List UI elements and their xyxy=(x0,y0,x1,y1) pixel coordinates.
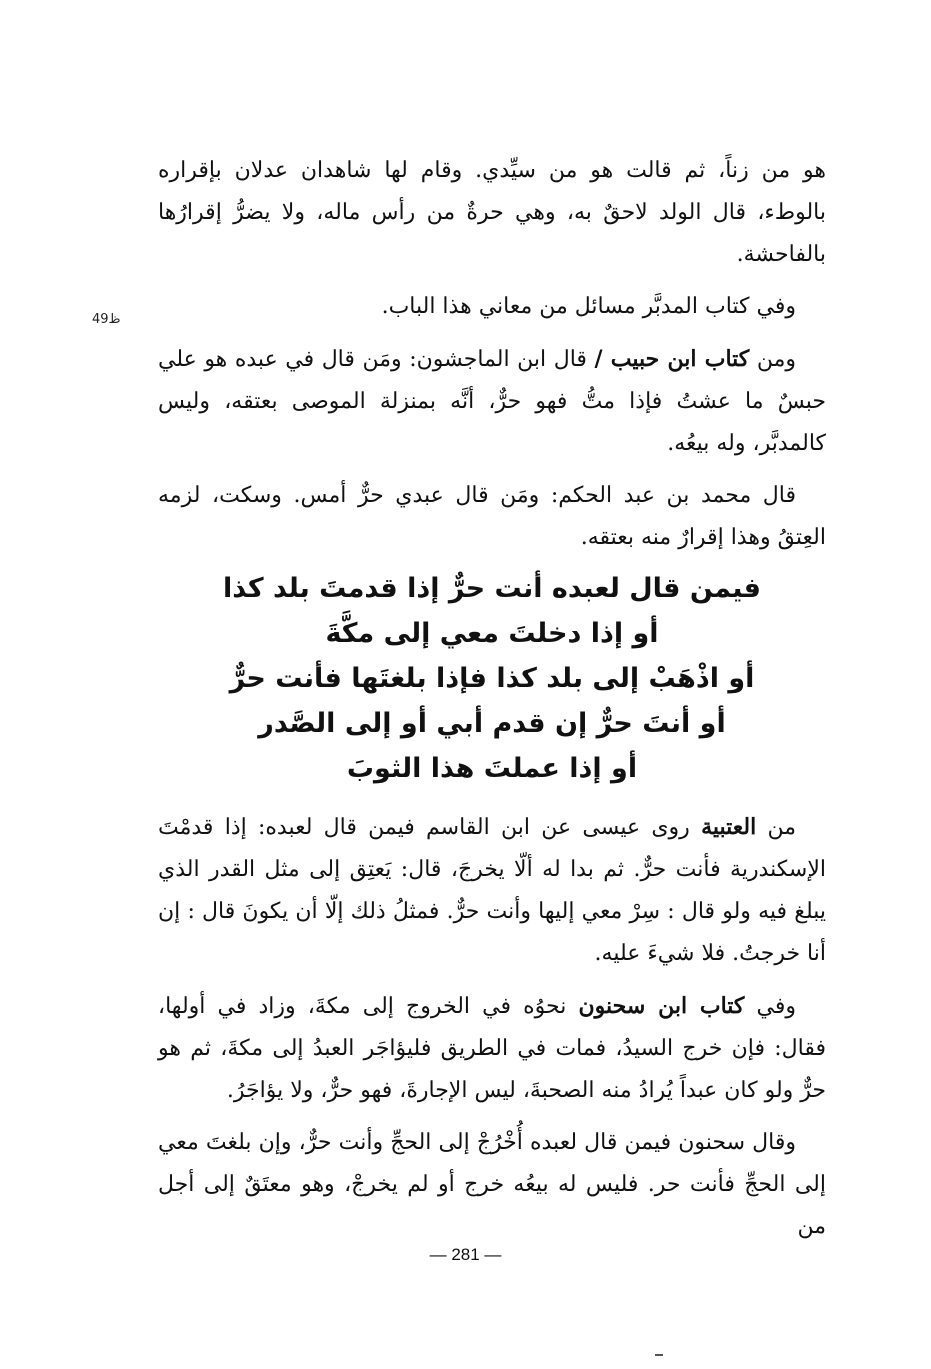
source-title-ibn-sahnun: كتاب ابن سحنون xyxy=(578,993,745,1019)
margin-folio-note: ظ49 xyxy=(92,312,121,327)
paragraph-5-text: روى عيسى عن ابن القاسم فيمن قال لعبده: إذا قدمْتَ الإسكندرية فأنت حرٌّ. ثم بدا له ألّا يخرجَ، قال: يَعتِق إلى مثل القدر الذي يبلغ فيه ولو قال : سِرْ معي إليها وأنت حرٌّ. فمثلُ ذلك إلّا أن يكونَ قال : إن أنا خرجتُ. فلا شيءَ عليه. xyxy=(158,815,826,966)
scan-speck xyxy=(655,1354,663,1356)
heading-line-2: أو إذا دخلتَ معي إلى مكَّةَ xyxy=(325,618,659,649)
paragraph-3-text: قال ابن الماجشون: ومَن قال في عبده هو علي حبسٌ ما عشتُ فإذا متُّ فهو حرٌّ، أنَّه بمنزلة الموصى بعتقه، وليس كالمدبَّر، وله بيعُه. xyxy=(158,347,826,456)
paragraph-4: قال محمد بن عبد الحكم: ومَن قال عبدي حرٌّ أمس. وسكت، لزمه العِتقُ وهذا إقرارٌ منه بعتقه. xyxy=(158,483,826,550)
paragraph-6-lead: وفي xyxy=(744,994,796,1019)
paragraph-6 xyxy=(158,985,826,1112)
section-heading xyxy=(158,566,826,791)
page-number: — 281 — xyxy=(429,1245,502,1264)
heading-line-1: فيمن قال لعبده أنت حرٌّ إذا قدمتَ بلد كذا xyxy=(223,573,761,604)
paragraph-2: وفي كتاب المدبَّر مسائل من معاني هذا الباب. xyxy=(381,294,796,319)
text-block-top xyxy=(158,150,826,559)
text-block-bottom xyxy=(158,806,826,1248)
heading-line-3: أو اذْهَبْ إلى بلد كذا فإذا بلغتَها فأنت حرٌّ xyxy=(229,663,755,694)
paragraph-6-text: نحوُه في الخروج إلى مكةَ، وزاد في أولها، فقال: فإن خرج السيدُ، فمات في الطريق فليؤاجَر العبدُ إلى مكةَ، ثم هو حرٌّ ولو كان عبداً يُرادُ منه الصحبةَ، ليس الإجارةَ، فهو حرٌّ، ولا يؤاجَرُ. xyxy=(158,994,826,1103)
paragraph-5-lead: من xyxy=(756,815,796,840)
paragraph-5 xyxy=(158,806,826,975)
paragraph-1: هو من زناً، ثم قالت هو من سيِّدي. وقام لها شاهدان عدلان بإقراره بالوطء، قال الولد لاحقٌ به، وهي حرةٌ من رأس ماله، ولا يضرُّ إقرارُها بالفاحشة. xyxy=(158,158,826,267)
paragraph-3 xyxy=(158,338,826,465)
heading-line-4: أو أنتَ حرٌّ إن قدم أبي أو إلى الصَّدر xyxy=(258,708,726,739)
heading-line-5: أو إذا عملتَ هذا الثوبَ xyxy=(346,753,638,784)
paragraph-7: وقال سحنون فيمن قال لعبده أُخْرُجْ إلى الحجِّ وأنت حرٌّ، وإن بلغتَ معي إلى الحجِّ فأنت حر. فليس له بيعُه خرج أو لم يخرجْ، وهو معتَقٌ إلى أجل من xyxy=(158,1130,826,1239)
source-title-ibn-habib: كتاب ابن حبيب / xyxy=(594,346,750,372)
source-title-utbiyya: العتبية xyxy=(701,814,757,840)
paragraph-3-lead: ومن xyxy=(749,347,796,372)
